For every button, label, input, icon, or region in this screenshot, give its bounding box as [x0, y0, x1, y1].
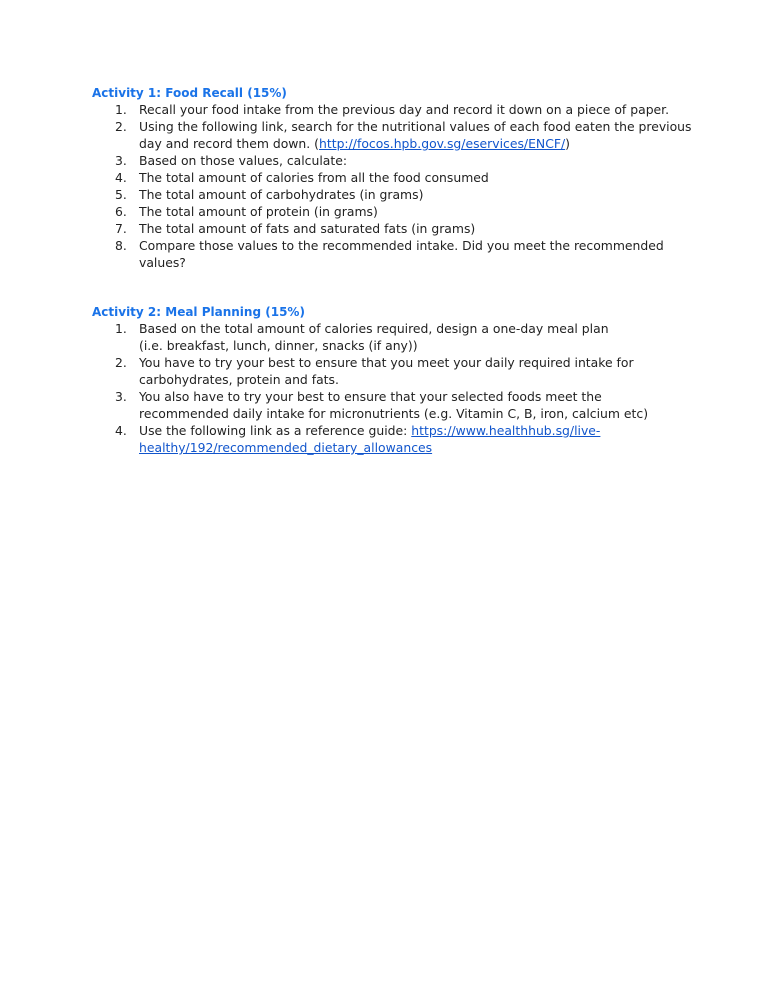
list-number: 5. [115, 187, 127, 202]
list-item-text: Using the following link, search for the nutritional values of each food eaten the previous day and record them down. ( [139, 119, 692, 151]
list-item-text: The total amount of protein (in grams) [139, 204, 378, 219]
list-item-text: The total amount of carbohydrates (in grams) [139, 187, 424, 202]
list-item [92, 220, 692, 237]
list-item-text-line2: (i.e. breakfast, lunch, dinner, snacks (if any)) [139, 338, 418, 353]
list-item [92, 101, 692, 118]
list-number: 3. [115, 153, 127, 168]
list-number: 4. [115, 170, 127, 185]
list-number: 8. [115, 238, 127, 253]
list-item [92, 422, 692, 456]
list-item-text: The total amount of calories from all the food consumed [139, 170, 489, 185]
list-item-text: You have to try your best to ensure that you meet your daily required intake for carbohydrates, protein and fats. [139, 355, 634, 387]
activity-2-list [92, 320, 692, 456]
list-item-text-suffix: ) [565, 136, 570, 151]
list-item [92, 354, 692, 388]
list-item [92, 118, 692, 152]
list-number: 6. [115, 204, 127, 219]
activity-2-heading: Activity 2: Meal Planning (15%) [92, 305, 305, 319]
focos-link[interactable]: http://focos.hpb.gov.sg/eservices/ENCF/ [319, 136, 566, 151]
activity-1-heading: Activity 1: Food Recall (15%) [92, 86, 287, 100]
list-item [92, 186, 692, 203]
activity-1-list [92, 101, 692, 271]
list-item-text: Recall your food intake from the previous day and record it down on a piece of paper. [139, 102, 670, 117]
list-item [92, 152, 692, 169]
list-number: 2. [115, 119, 127, 134]
list-item [92, 203, 692, 220]
list-number: 1. [115, 102, 127, 117]
list-item-text: Use the following link as a reference guide: [139, 423, 412, 438]
activity-1-section [92, 85, 692, 271]
list-item [92, 237, 692, 271]
list-number: 1. [115, 321, 127, 336]
healthhub-link[interactable]: https://www.healthhub.sg/live-healthy/192/recommended_dietary_allowances [139, 423, 601, 455]
list-number: 7. [115, 221, 127, 236]
list-item [92, 169, 692, 186]
list-item-text: Compare those values to the recommended intake. Did you meet the recommended values? [139, 238, 664, 270]
list-item-text: Based on those values, calculate: [139, 153, 348, 168]
list-number: 3. [115, 389, 127, 404]
list-item-text: Based on the total amount of calories required, design a one-day meal plan [139, 321, 609, 336]
list-number: 4. [115, 423, 127, 438]
list-item-text: The total amount of fats and saturated fats (in grams) [139, 221, 476, 236]
list-item [92, 320, 692, 354]
list-item [92, 388, 692, 422]
list-item-text: You also have to try your best to ensure that your selected foods meet the recommended daily intake for micronutrients (e.g. Vitamin C, B, iron, calcium etc) [139, 389, 649, 421]
list-number: 2. [115, 355, 127, 370]
activity-2-section [92, 304, 692, 456]
